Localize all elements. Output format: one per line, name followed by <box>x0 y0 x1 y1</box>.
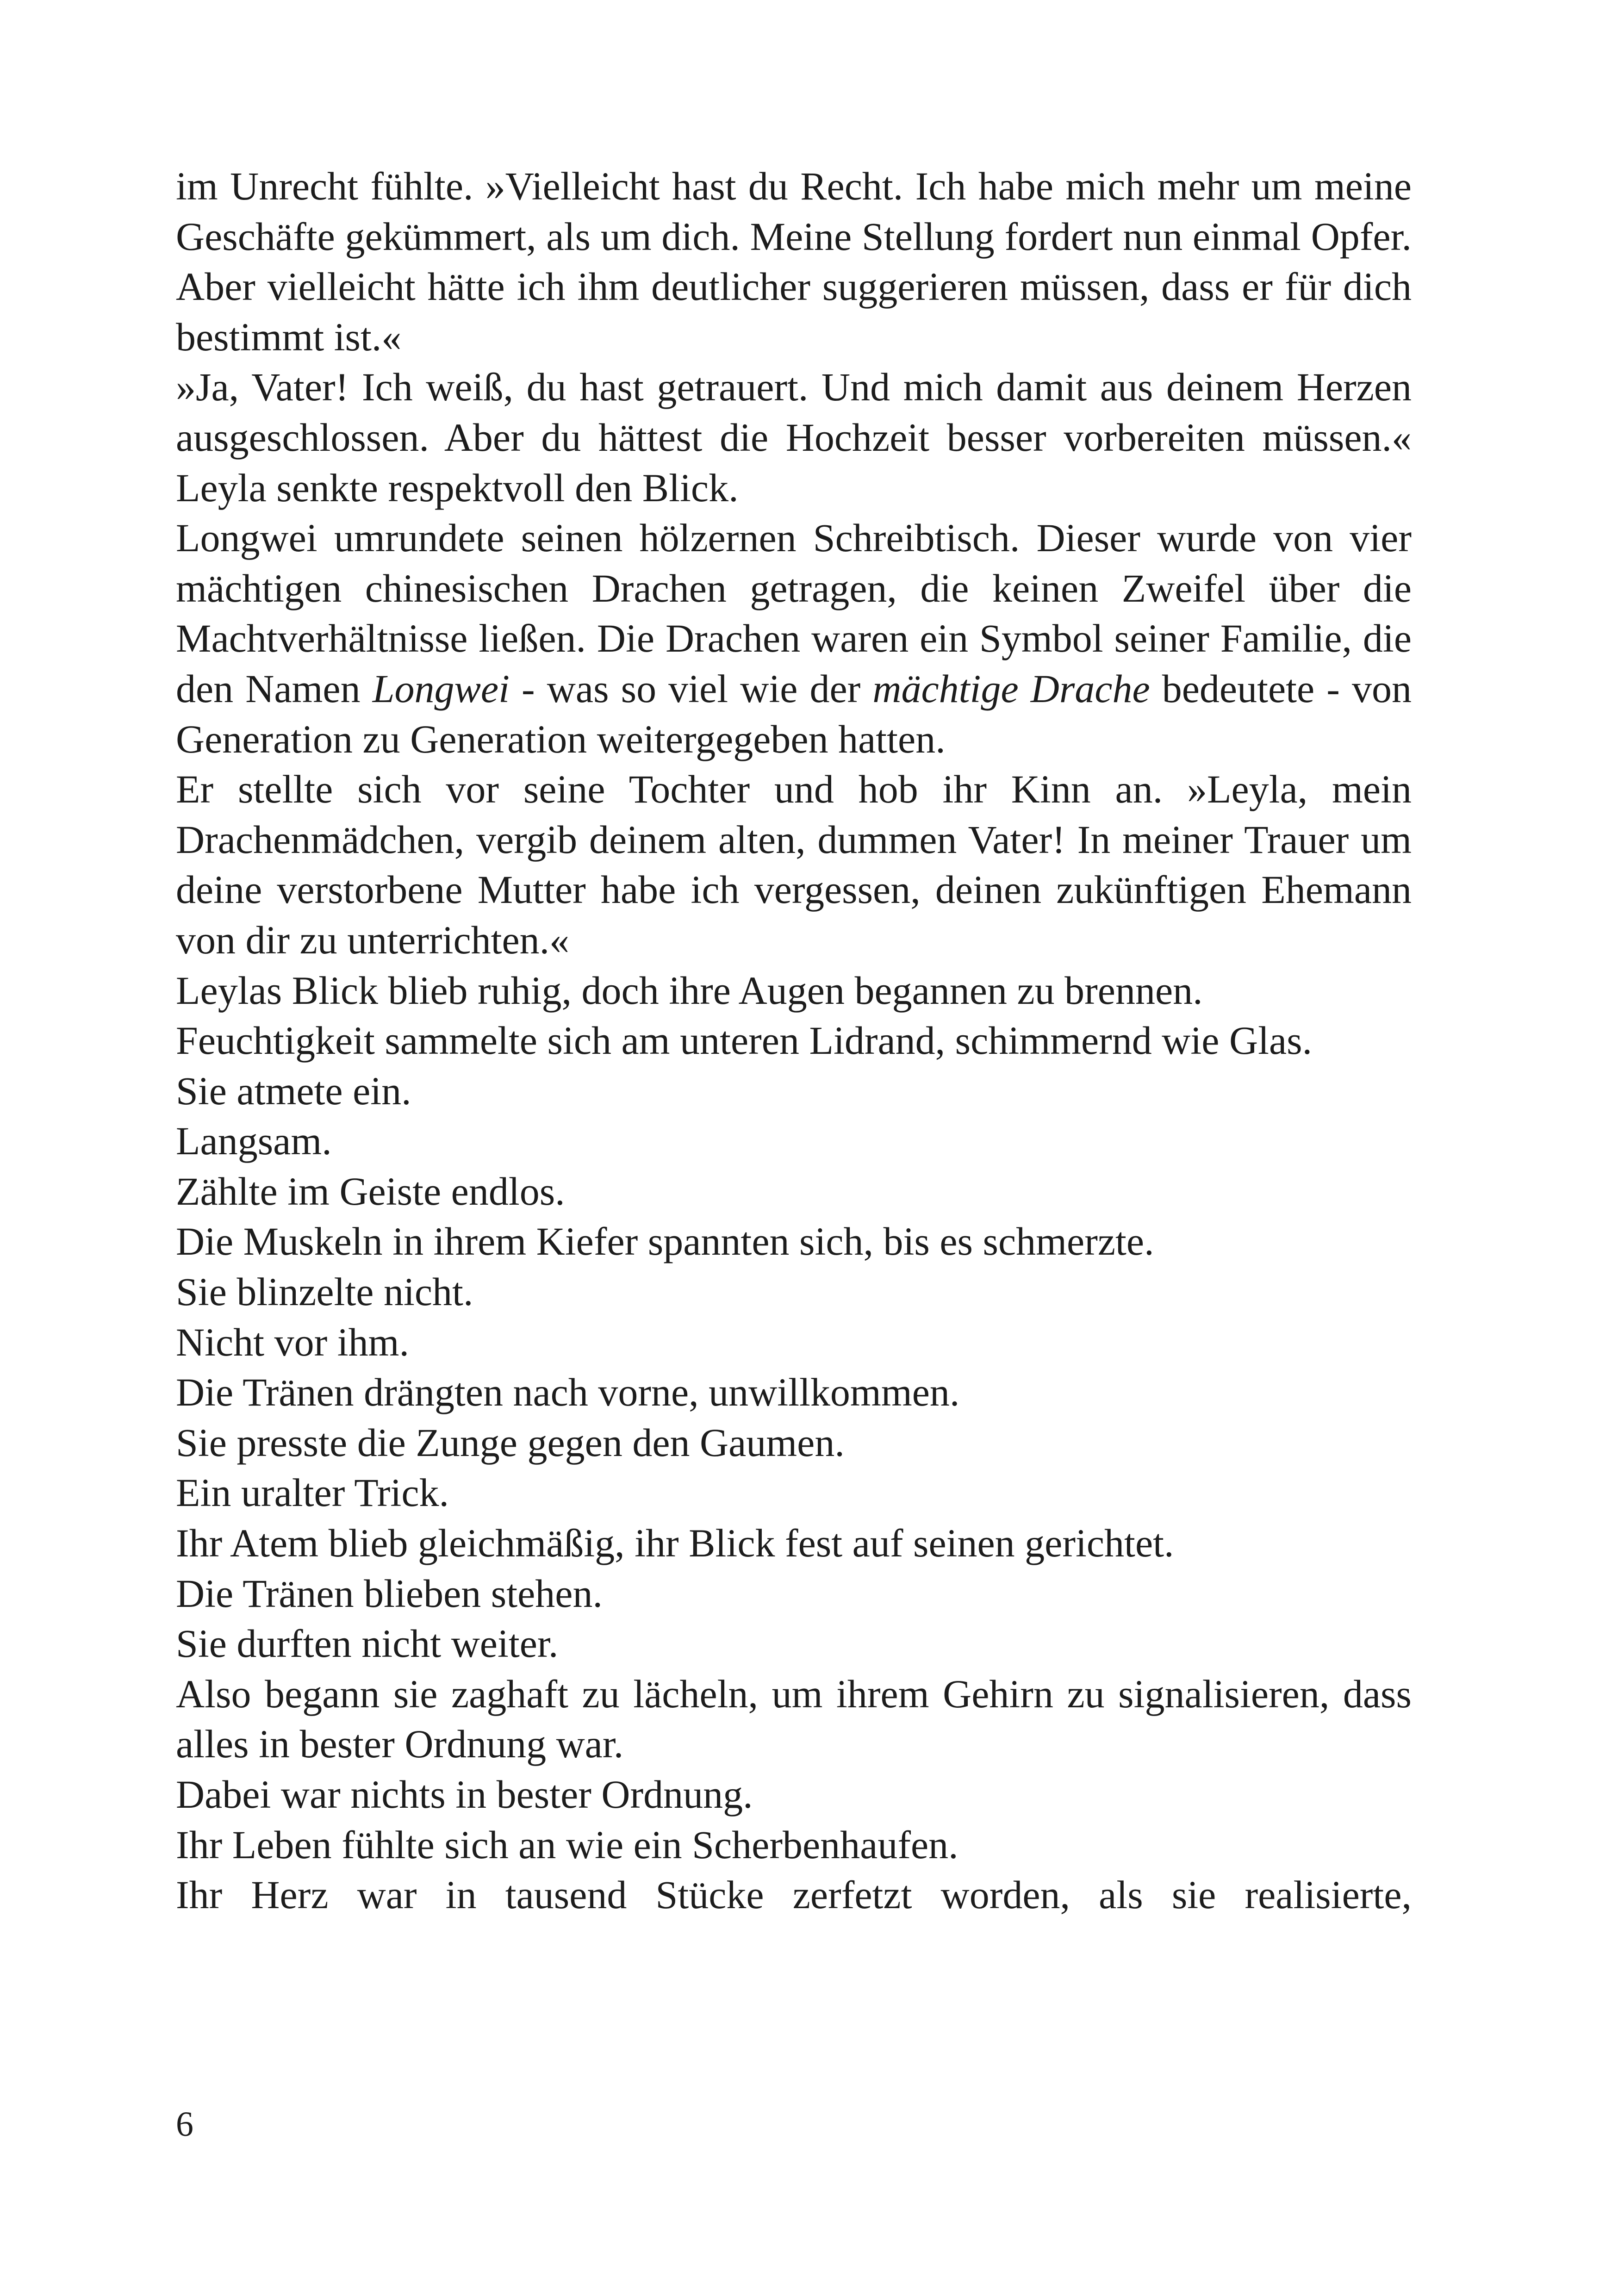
paragraph <box>176 362 1412 513</box>
paragraph <box>176 1769 1412 1820</box>
text-run: Ein uralter Trick. <box>176 1470 449 1515</box>
text-run: Langsam. <box>176 1119 332 1164</box>
text-run: Longwei umrundete seinen hölzernen Schreibtisch. Dieser wurde von vier mächtigen chinesischen Drachen getragen, die keinen Zweifel über die Machtverhältnisse ließen. Die Drachen waren ein Symbol seiner Familie, die den Namen <box>176 516 1412 711</box>
text-run: Sie presste die Zunge gegen den Gaumen. <box>176 1420 845 1465</box>
paragraph <box>176 1820 1412 1870</box>
paragraph <box>176 513 1412 764</box>
paragraph <box>176 1568 1412 1619</box>
text-run: Die Tränen drängten nach vorne, unwillkommen. <box>176 1370 960 1415</box>
paragraph <box>176 1870 1412 1920</box>
paragraph <box>176 1066 1412 1116</box>
text-run: - was so viel wie der <box>509 666 873 711</box>
paragraph <box>176 1418 1412 1468</box>
paragraph <box>176 1468 1412 1518</box>
paragraph <box>176 1317 1412 1368</box>
text-run: Sie blinzelte nicht. <box>176 1269 473 1314</box>
text-run: Sie atmete ein. <box>176 1068 411 1113</box>
paragraph <box>176 764 1412 965</box>
page-number: 6 <box>176 2105 193 2144</box>
text-run: Nicht vor ihm. <box>176 1319 409 1364</box>
paragraph <box>176 1267 1412 1317</box>
text-run: Feuchtigkeit sammelte sich am unteren Lidrand, schimmernd wie Glas. <box>176 1018 1313 1063</box>
italic-run: Longwei <box>372 666 510 711</box>
text-run: Er stellte sich vor seine Tochter und hob ihr Kinn an. »Leyla, mein Drachenmädchen, vergib deinem alten, dummen Vater! In meiner Trauer um deine verstorbene Mutter habe ich vergessen, deinen zukünftigen Ehemann von dir zu unterrichten.« <box>176 767 1412 962</box>
text-run: Zählte im Geiste endlos. <box>176 1169 565 1213</box>
paragraph <box>176 161 1412 362</box>
text-run: bedeutete - von Generation zu Generation weitergegeben hatten. <box>176 666 1412 761</box>
paragraph <box>176 1518 1412 1568</box>
text-run: Sie durften nicht weiter. <box>176 1621 559 1666</box>
text-run: im Unrecht fühlte. »Vielleicht hast du Recht. Ich habe mich mehr um meine Geschäfte gekümmert, als um dich. Meine Stellung fordert nun einmal Opfer. Aber vielleicht hätte ich ihm deutlicher suggerieren müssen, dass er für dich bestimmt ist.« <box>176 164 1412 359</box>
paragraph <box>176 1015 1412 1066</box>
text-run: »Ja, Vater! Ich weiß, du hast getrauert. Und mich damit aus deinem Herzen ausgeschlossen. Aber du hättest die Hochzeit besser vorbereiten müssen.« Leyla senkte respektvoll den Blick. <box>176 365 1412 510</box>
paragraph <box>176 1367 1412 1418</box>
italic-run: mächtige Drache <box>872 666 1150 711</box>
text-run: Ihr Atem blieb gleichmäßig, ihr Blick fest auf seinen gerichtet. <box>176 1521 1174 1566</box>
text-run: Ihr Leben fühlte sich an wie ein Scherbenhaufen. <box>176 1822 958 1867</box>
paragraph <box>176 1166 1412 1217</box>
text-run: Leylas Blick blieb ruhig, doch ihre Augen begannen zu brennen. <box>176 968 1203 1013</box>
body-text <box>176 161 1412 1920</box>
paragraph <box>176 1618 1412 1669</box>
paragraph <box>176 1116 1412 1166</box>
text-run: Also begann sie zaghaft zu lächeln, um ihrem Gehirn zu signalisieren, dass alles in bester Ordnung war. <box>176 1671 1412 1767</box>
paragraph <box>176 1669 1412 1769</box>
paragraph <box>176 965 1412 1016</box>
text-run: Ihr Herz war in tausend Stücke zerfetzt worden, als sie realisierte, <box>176 1873 1412 1917</box>
paragraph <box>176 1216 1412 1267</box>
text-run: Die Muskeln in ihrem Kiefer spannten sich, bis es schmerzte. <box>176 1219 1154 1264</box>
text-run: Die Tränen blieben stehen. <box>176 1571 603 1616</box>
text-run: Dabei war nichts in bester Ordnung. <box>176 1772 753 1817</box>
